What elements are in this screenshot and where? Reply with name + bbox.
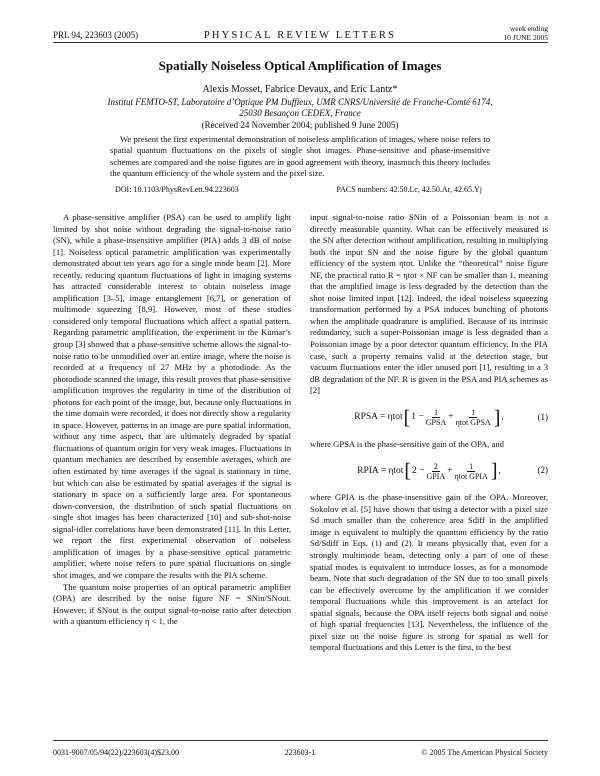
equation-1: RPSA = ηtot [ 1 − $\frac{1}{\text{GPSA}}$ + $\frac{1}{\text{ηtot GPSA}}$ ] , (1)	[354, 406, 548, 429]
equation-number: (2)	[537, 465, 548, 476]
bracket: [	[403, 406, 411, 429]
paragraph: where GPSA is the phase-sensitive gain of the OPA, and	[310, 438, 504, 449]
affiliation-line-1: Institut FEMTO-ST, Laboratoire d’Optique PM Duffieux, UMR CNRS/Université de Franche-Comté 6174,	[107, 97, 493, 107]
week-label: week ending	[509, 24, 548, 33]
journal-name: PHYSICAL REVIEW LETTERS	[203, 30, 397, 41]
equation-number: (1)	[537, 411, 548, 422]
paragraph: where GPIA is the phase-insensitive gain of the OPA. Moreover, Sokolov et al. [5] have shown that using a detector with a pixel size Sd much smaller than the coherence area Sdiff in the amplified image is equivalent to multiply the quantum efficiency by the ratio Sd/Sdiff in Eqs. (1) and (2). It means physically that, even for a strongly multimode beam, detecting only a part of one of these spatial modes is equivalent to introduce losses, as for a monomode beam. Note that such degradation of the SN due to too small pixels can be effectively overcome by the amplification if we consider temporal fluctuations while this improvement is an artefact for spatial signals, because the OPA itself rejects both signal and noise of high spatial frequencies [13]. Nevertheless, the influence of the pixel size on the noise figure is strong for spatial as well for temporal fluctuations and this Letter is the first, to the best	[310, 492, 548, 653]
article-title: Spatially Noiseless Optical Amplification of Images	[158, 58, 442, 73]
eq2-fraction: $\frac{2}{\text{GPIA}}$	[426, 461, 446, 481]
journal-reference: PRL 94, 223603 (2005)	[53, 30, 139, 40]
right-column	[310, 212, 548, 654]
eq1-fraction: $\frac{1}{\text{GPSA}}$	[425, 408, 447, 428]
received-dates: (Received 24 November 2004; published 9 June 2005)	[201, 120, 399, 130]
issue-date	[503, 24, 548, 42]
equation-2: RPIA = ηtot [ 2 − $\frac{2}{\text{GPIA}}$ + $\frac{1}{\text{ηtot GPIA}}$ ] , (2)	[357, 460, 548, 483]
bracket: ]	[490, 460, 498, 483]
copyright: © 2005 The American Physical Society	[421, 748, 548, 757]
pacs-numbers: PACS numbers: 42.50.Lc, 42.50.Ar, 42.65.Yj	[336, 185, 482, 194]
affiliation	[80, 97, 520, 119]
eq1-lhs: RPSA = ηtot	[354, 411, 403, 422]
eq2-lhs: RPIA = ηtot	[357, 465, 404, 476]
page-number: 223603-1	[284, 748, 316, 757]
header-rule	[53, 42, 548, 43]
footer-code: 0031-9007/05/94(22)/223603(4)$23.00	[53, 748, 179, 757]
eq2-const: 2 −	[412, 465, 425, 476]
paragraph: input signal-to-noise ratio SNin of a Poissonian beam is not a directly measurable quantity. What can be effectively measured is the SN after detection without amplification, resulting in multiplying both the input SN and the noise figure by the global quantum efficiency of the system ηtot. Unlike the “theoretical” noise figure NF, the practical ratio R = ηtot × NF can be smaller than 1, meaning that the amplified image is less degraded by the detection than the shot noise limited input [12]. Indeed, the ideal noiseless squeezing transformation performed by a PSA induces bunching of photons when the amplitude quadrature is amplified. Because of its intrinsic redundancy, such a super-Poissonian image is less degraded than a Poissonian image by a poor detector quantum efficiency. In the PIA case, such a property remains valid at the detection stage, but vacuum fluctuations enter the idler unused port [1], resulting in a 3 dB degradation of the NF. R is given in the PSA and PIA schemes as [2]	[310, 212, 548, 396]
abstract: We present the first experimental demonstration of noiseless amplification of images, where noise refers to spatial quantum fluctuations on the pixels of single shot images. Phase-sensitive and phase-insensitive schemes are compared and the noise figures are in good agreement with theory, inasmuch this theory includes the quantum efficiency of the whole system and the pixel size.	[110, 134, 490, 179]
paragraph: A phase-sensitive amplifier (PSA) can be used to amplify light limited by shot noise without degrading the signal-to-noise ratio (SN), while a phase-insensitive amplifier (PIA) adds 3 dB of noise [1]. Noiseless optical parametric amplification was experimentally demonstrated about ten years ago for a single mode beam [2]. More recently, reducing quantum fluctuations of light in imaging systems has attracted considerable interest to obtain noiseless image amplification [3–5], image entanglement [6,7], or generation of multimode squeezing [8,9]. However, most of these studies considered only temporal fluctuations which affect a spatial pattern. Regarding parametric amplification, the experiment in the Kumar’s group [3] showed that a phase-sensitive scheme allows the signal-to-noise ratio to be unmodified over an entire image, where the noise is recorded at a frequency of 27 MHz by a photodiode. As the photodiode scanned the image, this result proves that phase-sensitive amplification improves the regularity in time of the distribution of photons for each point of the image, but, because only fluctuations in the time domain were recorded, it does not directly show a regularity in space. However, patterns in an image are pure spatial information, without any time aspect, that are ultimately degraded by spatial fluctuations of quantum origin for very weak images. Fluctuations in quantum mechanics are described by ensemble averages, which are often estimated by time averages if the signal is stationary in time, but which can also be estimated by spatial averages if the signal is stationary in space on a sufficiently large area. For spontaneous down-conversion, the distribution of such spatial fluctuations on single shot images has been characterized [10] and sub-shot-noise signal-idler correlations have been demonstrated [11]. In this Letter, we report the first experimental observation of noiseless amplification of images by a phase-sensitive optical parametric amplifier, where noise refers to pure spatial fluctuations on single shot images, and we compare the results with the PIA scheme.	[53, 212, 291, 580]
footer-rule	[53, 740, 548, 741]
doi[interactable]: DOI: 10.1103/PhysRevLett.94.223603	[115, 185, 239, 194]
eq2-fraction: $\frac{1}{\text{ηtot GPIA}}$	[454, 461, 488, 481]
left-column	[53, 212, 291, 628]
eq2-plus: +	[447, 465, 453, 476]
eq1-plus: +	[448, 411, 454, 422]
affiliation-line-2: 25030 Besançon CEDEX, France	[239, 108, 361, 118]
bracket: [	[404, 460, 412, 483]
authors: Alexis Mosset, Fabrice Devaux, and Eric Lantz*	[202, 84, 398, 95]
bracket: ]	[493, 406, 501, 429]
date: 10 JUNE 2005	[503, 33, 548, 42]
eq1-const: 1 −	[411, 411, 424, 422]
eq1-fraction: $\frac{1}{\text{ηtot GPSA}}$	[455, 408, 491, 428]
paragraph: The quantum noise properties of an optical parametric amplifier (OPA) are described by the noise figure NF = SNin/SNout. However, if SNout is the output signal-to-noise ratio after detection with a quantum efficiency η < 1, the	[53, 581, 291, 627]
